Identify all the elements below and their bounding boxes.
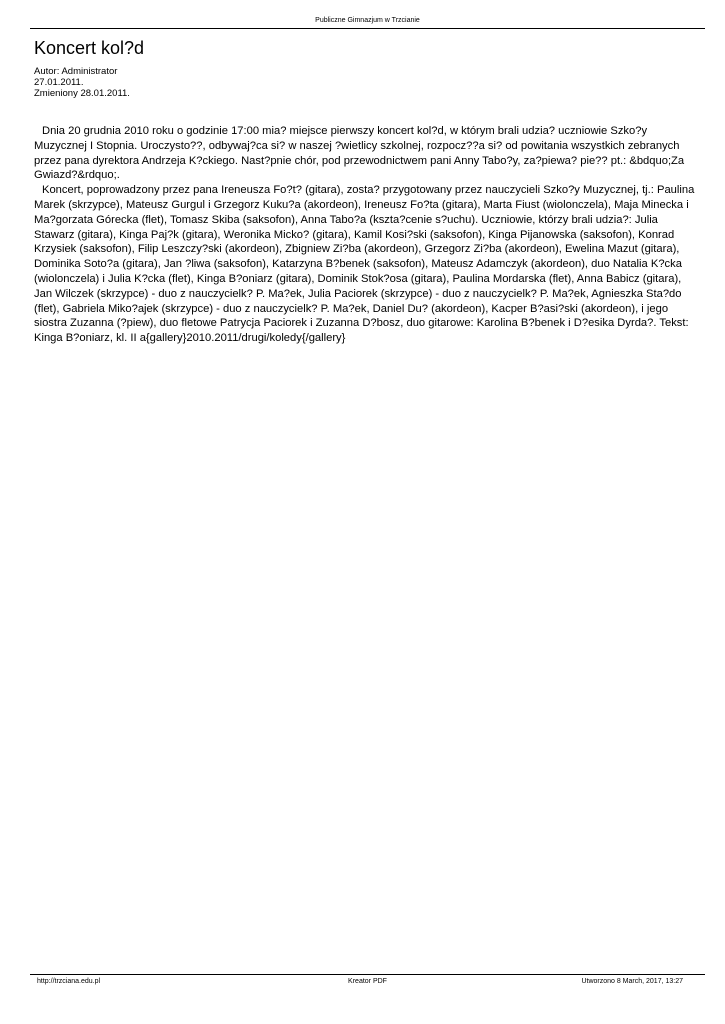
paragraph-performers: Koncert, poprowadzony przez pana Ireneusza Fo?t? (gitara), zosta? przygotowany przez nauczycieli Szko?y Muzycznej, tj.: Paulina Marek (skrzypce), Mateusz Gurgul i Grzegorz Kuku?a (akordeon), Ireneusz Fo?ta (gitara), Marta Fiust (wiolonczela), Maja Minecka i Ma?gorzata Górecka (flet), Tomasz Skiba (saksofon), Anna Tabo?a (kszta?cenie s?uchu). Uczniowie, którzy brali udzia?: Julia Stawarz (gitara), Kinga Paj?k (gitara), Weronika Micko? (gitara), Kamil Kosi?ski (saksofon), Kinga Pijanowska (saksofon), Konrad Krzysiek (saksofon), Filip Leszczy?ski (akordeon), Zbigniew Zi?ba (akordeon), Grzegorz Zi?ba (akordeon), Ewelina Mazut (gitara), Dominika Soto?a (gitara), Jan ?liwa (saksofon), Katarzyna B?benek (saksofon), Mateusz Adamczyk (akordeon), duo Natalia K?cka (wiolonczela) i Julia K?cka (flet), Kinga B?oniarz (gitara), Dominik Stok?osa (gitara), Paulina Mordarska (flet), Anna Babicz (gitara), Jan Wilczek (skrzypce) - duo z nauczycielk? P. Ma?ek, Julia Paciorek (skrzypce) - duo z nauczycielk? P. Ma?ek, Agnieszka Sta?do (flet), Gabriela Miko?ajek (skrzypce) - duo z nauczycielk? P. Ma?ek, Daniel Du? (akordeon), Kacper B?asi?ski (akordeon), i jego siostra Zuzanna (?piew), duo fletowe Patrycja Paciorek i Zuzanna D?bosz, duo gitarowe: Karolina B?benek i D?esika Dyrda?. Tekst: Kinga B?oniarz, kl. II a{gallery}2010.2011/drugi/koledy{/gallery} — [34, 184, 695, 345]
article-title: Koncert kol?d — [34, 38, 145, 58]
page-header — [30, 16, 705, 25]
article-body — [34, 124, 700, 346]
author-line: Autor: Administrator — [34, 66, 118, 77]
created-date: 27.01.2011. — [34, 77, 84, 88]
header-divider — [30, 28, 705, 29]
footer-generator: Kreator PDF — [348, 978, 387, 985]
site-name: Publiczne Gimnazjum w Trzcianie — [315, 17, 420, 24]
paragraph-intro: Dnia 20 grudnia 2010 roku o godzinie 17:00 mia? miejsce pierwszy koncert kol?d, w którym brali udzia? uczniowie Szko?y Muzycznej I Stopnia. Uroczysto??, odbywaj?ca si? w naszej ?wietlicy szkolnej, rozpocz??a si? od powitania wszystkich zebranych przez pana dyrektora Andrzeja K?ckiego. Nast?pnie chór, pod przewodnictwem pani Anny Tabo?y, za?piewa? pie?? pt.: &bdquo;Za Gwiazd?&rdquo;. — [34, 125, 685, 182]
footer-created-on: Utworzono 8 March, 2017, 13:27 — [581, 978, 683, 985]
page-footer — [30, 977, 705, 987]
modified-date: Zmieniony 28.01.2011. — [34, 88, 130, 99]
footer-divider — [30, 974, 705, 975]
footer-url: http://trzciana.edu.pl — [37, 978, 101, 985]
article-meta — [34, 66, 130, 99]
